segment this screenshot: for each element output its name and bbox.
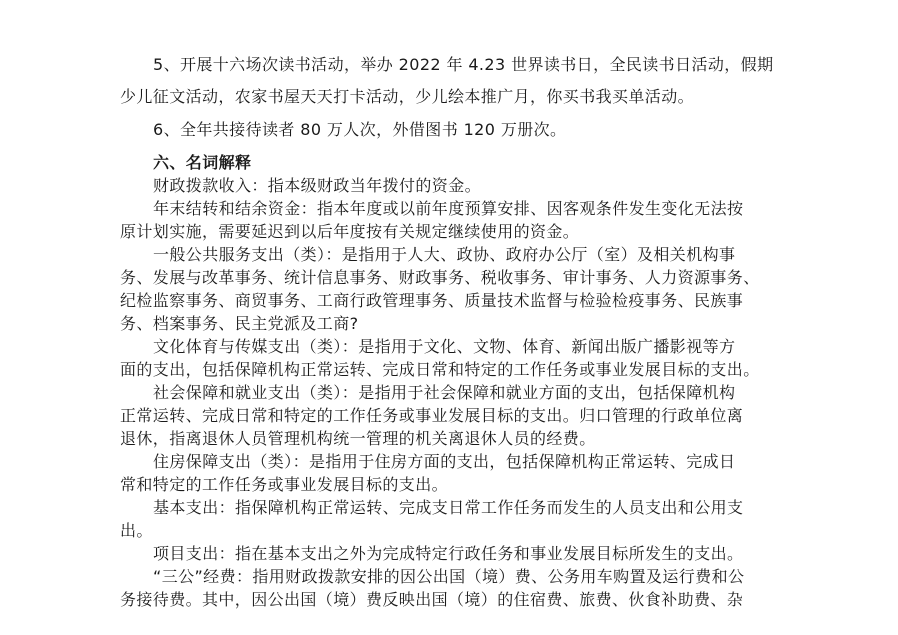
paragraph-line: 5、开展十六场次读书活动，举办 2022 年 4.23 世界读书日，全民读书日活动，假期 (153, 55, 774, 74)
paragraph-line: 退休，指离退休人员管理机构统一管理的机关离退休人员的经费。 (120, 429, 596, 448)
paragraph-line: 项目支出：指在基本支出之外为完成特定行政任务和事业发展目标所发生的支出。 (153, 544, 744, 563)
paragraph-line: 正常运转、完成日常和特定的工作任务或事业发展目标的支出。归口管理的行政单位离 (120, 406, 744, 425)
paragraph-line: 务接待费。其中，因公出国（境）费反映出国（境）的住宿费、旅费、伙食补助费、杂 (120, 590, 744, 609)
section-heading: 六、名词解释 (153, 153, 252, 172)
paragraph-line: 纪检监察事务、商贸事务、工商行政管理事务、质量技术监督与检验检疫事务、民族事 (120, 291, 744, 310)
paragraph-line: 年末结转和结余资金：指本年度或以前年度预算安排、因客观条件发生变化无法按 (153, 199, 744, 218)
paragraph-line: 6、全年共接待读者 80 万人次，外借图书 120 万册次。 (153, 120, 567, 139)
paragraph-line: 文化体育与传媒支出（类）：是指用于文化、文物、体育、新闻出版广播影视等方 (153, 337, 736, 356)
paragraph-line: 一般公共服务支出（类）：是指用于人大、政协、政府办公厅（室）及相关机构事 (153, 245, 736, 264)
paragraph-line: 社会保障和就业支出（类）：是指用于社会保障和就业方面的支出，包括保障机构 (153, 383, 736, 402)
paragraph-line: 常和特定的工作任务或事业发展目标的支出。 (120, 475, 449, 494)
paragraph-line: 住房保障支出（类）：是指用于住房方面的支出，包括保障机构正常运转、完成日 (153, 452, 736, 471)
paragraph-line: 出。 (120, 521, 153, 540)
paragraph-line: 财政拨款收入：指本级财政当年拨付的资金。 (153, 176, 482, 195)
paragraph-line: 务、发展与改革事务、统计信息事务、财政事务、税收事务、审计事务、人力资源事务、 (120, 268, 760, 287)
paragraph-line: 少儿征文活动，农家书屋天天打卡活动，少儿绘本推广月，你买书我买单活动。 (120, 87, 695, 106)
paragraph-line: 务、档案事务、民主党派及工商? (120, 314, 359, 333)
paragraph-line: “三公”经费：指用财政拨款安排的因公出国（境）费、公务用车购置及运行费和公 (153, 567, 745, 586)
paragraph-line: 基本支出：指保障机构正常运转、完成支日常工作任务而发生的人员支出和公用支 (153, 498, 744, 517)
paragraph-line: 面的支出，包括保障机构正常运转、完成日常和特定的工作任务或事业发展目标的支出。 (120, 360, 760, 379)
paragraph-line: 原计划实施，需要延迟到以后年度按有关规定继续使用的资金。 (120, 222, 580, 241)
